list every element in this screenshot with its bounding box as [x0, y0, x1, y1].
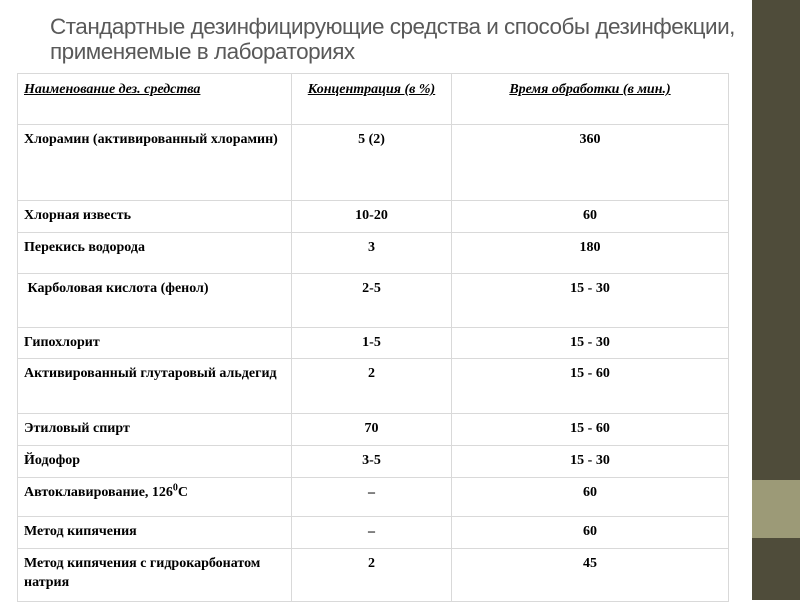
row-name: Хлорамин (активированный хлорамин)	[18, 125, 292, 200]
row-time: 360	[452, 125, 729, 200]
table-row	[18, 478, 729, 517]
row-concentration: 1-5	[292, 328, 452, 358]
row-concentration: –	[292, 478, 452, 516]
table-row	[18, 328, 729, 359]
row-concentration: 3-5	[292, 446, 452, 477]
row-time: 60	[452, 478, 729, 516]
row-concentration: 10-20	[292, 201, 452, 232]
table-row	[18, 446, 729, 478]
table-row	[18, 201, 729, 233]
row-time: 15 - 30	[452, 328, 729, 358]
row-time: 15 - 60	[452, 414, 729, 445]
row-name: Активированный глутаровый альдегид	[18, 359, 292, 413]
row-time: 15 - 30	[452, 446, 729, 477]
row-name: Этиловый спирт	[18, 414, 292, 445]
row-concentration: 2	[292, 359, 452, 413]
header-concentration: Концентрация (в %)	[292, 74, 452, 124]
row-name: Йодофор	[18, 446, 292, 477]
slide-title: Стандартные дезинфицирующие средства и способы дезинфекции, применяемые в лабораториях	[50, 14, 735, 64]
row-concentration: 2	[292, 549, 452, 601]
row-time: 60	[452, 517, 729, 548]
table-row	[18, 233, 729, 274]
row-name: Хлорная известь	[18, 201, 292, 232]
row-time: 180	[452, 233, 729, 273]
row-name	[18, 478, 292, 516]
row-name: Карболовая кислота (фенол)	[18, 274, 292, 327]
row-concentration: 2-5	[292, 274, 452, 327]
row-concentration: 5 (2)	[292, 125, 452, 200]
row-time: 45	[452, 549, 729, 601]
row-time: 15 - 30	[452, 274, 729, 327]
disinfectants-table	[17, 73, 729, 602]
table-header-row	[18, 74, 729, 125]
row-time: 60	[452, 201, 729, 232]
row-name: Гипохлорит	[18, 328, 292, 358]
table-row	[18, 125, 729, 201]
degree-superscript: 0	[172, 482, 178, 494]
side-decor-accent	[752, 480, 800, 538]
row-concentration: –	[292, 517, 452, 548]
table-row	[18, 359, 729, 414]
header-name: Наименование дез. средства	[18, 74, 292, 124]
header-time: Время обработки (в мин.)	[452, 74, 729, 124]
row-name: Метод кипячения с гидрокарбонатом натрия	[18, 549, 292, 601]
table-row	[18, 517, 729, 549]
table-row	[18, 414, 729, 446]
row-name: Перекись водорода	[18, 233, 292, 273]
row-concentration: 70	[292, 414, 452, 445]
table-row	[18, 274, 729, 328]
row-time: 15 - 60	[452, 359, 729, 413]
row-name-text: Автоклавирование, 126	[24, 485, 173, 500]
table-row	[18, 549, 729, 602]
row-name: Метод кипячения	[18, 517, 292, 548]
row-concentration: 3	[292, 233, 452, 273]
row-name-suffix: С	[177, 485, 189, 500]
